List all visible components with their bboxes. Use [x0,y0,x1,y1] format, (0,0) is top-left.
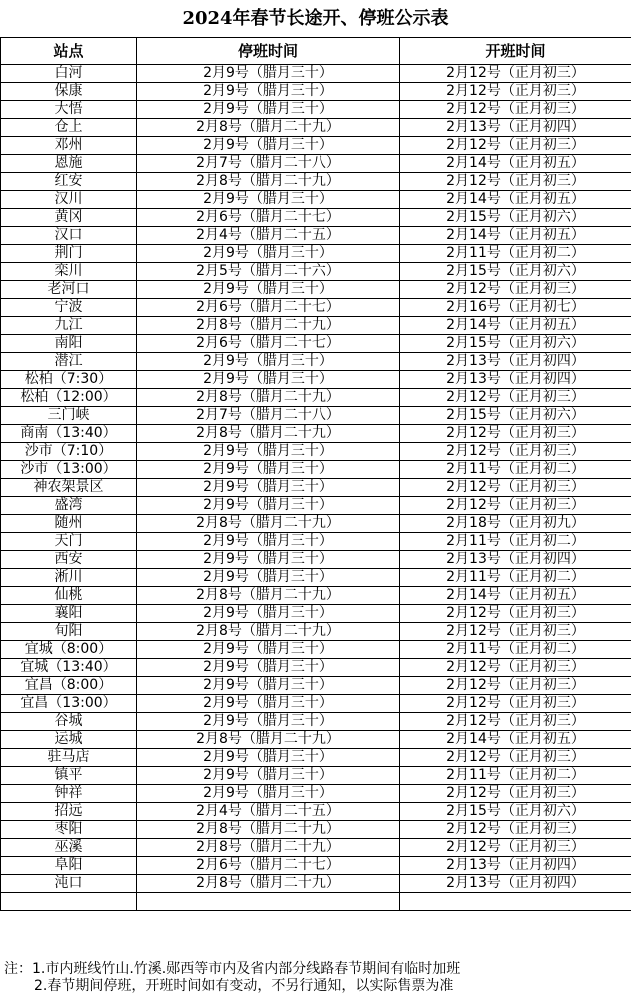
station-cell: 汉口 [1,227,137,245]
stop-time-cell: 2月8号（腊月二十九） [137,839,400,857]
empty-cell [400,893,631,911]
start-time-cell: 2月15号（正月初六） [400,335,631,353]
table-row [1,821,631,839]
stop-time-cell: 2月9号（腊月三十） [137,461,400,479]
start-time-cell: 2月14号（正月初五） [400,587,631,605]
start-time-cell: 2月12号（正月初三） [400,821,631,839]
table-row [1,263,631,281]
start-time-cell: 2月12号（正月初三） [400,443,631,461]
station-cell: 淅川 [1,569,137,587]
table-row [1,299,631,317]
stop-time-cell: 2月8号（腊月二十九） [137,875,400,893]
station-cell: 潜江 [1,353,137,371]
stop-time-cell: 2月9号（腊月三十） [137,353,400,371]
table-row [1,803,631,821]
table-row [1,533,631,551]
table-row [1,119,631,137]
stop-time-cell: 2月4号（腊月二十五） [137,227,400,245]
stop-time-cell: 2月9号（腊月三十） [137,137,400,155]
table-row [1,569,631,587]
station-cell: 松柏（12:00） [1,389,137,407]
start-time-cell: 2月15号（正月初六） [400,803,631,821]
start-time-cell: 2月18号（正月初九） [400,515,631,533]
stop-time-cell: 2月9号（腊月三十） [137,443,400,461]
stop-time-cell: 2月8号（腊月二十九） [137,587,400,605]
stop-time-cell: 2月9号（腊月三十） [137,65,400,83]
station-cell: 神农架景区 [1,479,137,497]
station-cell: 老河口 [1,281,137,299]
table-row [1,335,631,353]
table-row [1,623,631,641]
station-cell: 仙桃 [1,587,137,605]
station-cell: 南阳 [1,335,137,353]
start-time-cell: 2月11号（正月初二） [400,569,631,587]
start-time-cell: 2月12号（正月初三） [400,677,631,695]
stop-time-cell: 2月9号（腊月三十） [137,695,400,713]
table-row [1,281,631,299]
stop-time-cell: 2月9号（腊月三十） [137,713,400,731]
station-cell: 商南（13:40） [1,425,137,443]
stop-time-cell: 2月8号（腊月二十九） [137,425,400,443]
station-cell: 巫溪 [1,839,137,857]
station-cell: 红安 [1,173,137,191]
station-cell: 西安 [1,551,137,569]
stop-time-cell: 2月9号（腊月三十） [137,101,400,119]
start-time-cell: 2月15号（正月初六） [400,263,631,281]
stop-time-cell: 2月8号（腊月二十九） [137,173,400,191]
stop-time-cell: 2月8号（腊月二十九） [137,119,400,137]
start-time-cell: 2月12号（正月初三） [400,389,631,407]
start-time-cell: 2月14号（正月初五） [400,731,631,749]
table-row [1,371,631,389]
table-row [1,137,631,155]
start-time-cell: 2月12号（正月初三） [400,659,631,677]
stop-time-cell: 2月9号（腊月三十） [137,767,400,785]
stop-time-cell: 2月6号（腊月二十七） [137,335,400,353]
table-row [1,713,631,731]
station-cell: 盛湾 [1,497,137,515]
table-row [1,659,631,677]
start-time-cell: 2月12号（正月初三） [400,173,631,191]
start-time-cell: 2月13号（正月初四） [400,551,631,569]
station-cell: 阜阳 [1,857,137,875]
station-cell: 栾川 [1,263,137,281]
table-row [1,389,631,407]
table-row [1,245,631,263]
table-row [1,227,631,245]
start-time-cell: 2月12号（正月初三） [400,713,631,731]
header-start-time: 开班时间 [400,38,631,65]
start-time-cell: 2月12号（正月初三） [400,101,631,119]
empty-cell [1,893,137,911]
start-time-cell: 2月12号（正月初三） [400,83,631,101]
start-time-cell: 2月11号（正月初二） [400,767,631,785]
stop-time-cell: 2月9号（腊月三十） [137,677,400,695]
table-row [1,551,631,569]
stop-time-cell: 2月8号（腊月二十九） [137,317,400,335]
stop-time-cell: 2月9号（腊月三十） [137,785,400,803]
table-row [1,731,631,749]
stop-time-cell: 2月9号（腊月三十） [137,83,400,101]
table-row [1,65,631,83]
empty-cell [137,893,400,911]
stop-time-cell: 2月6号（腊月二十七） [137,857,400,875]
table-row [1,443,631,461]
station-cell: 三门峡 [1,407,137,425]
stop-time-cell: 2月8号（腊月二十九） [137,731,400,749]
start-time-cell: 2月12号（正月初三） [400,749,631,767]
start-time-cell: 2月14号（正月初五） [400,191,631,209]
station-cell: 宜昌（13:00） [1,695,137,713]
table-row [1,317,631,335]
start-time-cell: 2月14号（正月初五） [400,317,631,335]
station-cell: 宁波 [1,299,137,317]
start-time-cell: 2月12号（正月初三） [400,281,631,299]
table-row [1,83,631,101]
stop-time-cell: 2月7号（腊月二十八） [137,407,400,425]
stop-time-cell: 2月9号（腊月三十） [137,479,400,497]
start-time-cell: 2月12号（正月初三） [400,785,631,803]
start-time-cell: 2月12号（正月初三） [400,497,631,515]
start-time-cell: 2月11号（正月初二） [400,641,631,659]
table-row [1,641,631,659]
table-row [1,407,631,425]
header-station: 站点 [1,38,137,65]
station-cell: 随州 [1,515,137,533]
table-row [1,839,631,857]
start-time-cell: 2月15号（正月初六） [400,209,631,227]
station-cell: 黄冈 [1,209,137,227]
stop-time-cell: 2月9号（腊月三十） [137,605,400,623]
table-row [1,785,631,803]
station-cell: 谷城 [1,713,137,731]
start-time-cell: 2月12号（正月初三） [400,137,631,155]
note-line-1: 注：1.市内班线竹山.竹溪.郧西等市内及省内部分线路春节期间有临时加班 [4,961,461,977]
stop-time-cell: 2月9号（腊月三十） [137,533,400,551]
station-cell: 沙市（13:00） [1,461,137,479]
station-cell: 镇平 [1,767,137,785]
start-time-cell: 2月13号（正月初四） [400,119,631,137]
table-row [1,191,631,209]
note-line-2: 2.春节期间停班，开班时间如有变动，不另行通知，以实际售票为准 [34,978,454,994]
start-time-cell: 2月15号（正月初六） [400,407,631,425]
stop-time-cell: 2月8号（腊月二十九） [137,623,400,641]
schedule-table [0,37,631,911]
header-stop-time: 停班时间 [137,38,400,65]
station-cell: 保康 [1,83,137,101]
stop-time-cell: 2月6号（腊月二十七） [137,209,400,227]
start-time-cell: 2月12号（正月初三） [400,605,631,623]
station-cell: 沌口 [1,875,137,893]
start-time-cell: 2月13号（正月初四） [400,875,631,893]
start-time-cell: 2月12号（正月初三） [400,425,631,443]
table-row [1,461,631,479]
start-time-cell: 2月13号（正月初四） [400,353,631,371]
station-cell: 驻马店 [1,749,137,767]
start-time-cell: 2月13号（正月初四） [400,371,631,389]
table-row [1,425,631,443]
station-cell: 旬阳 [1,623,137,641]
start-time-cell: 2月12号（正月初三） [400,839,631,857]
start-time-cell: 2月12号（正月初三） [400,695,631,713]
stop-time-cell: 2月7号（腊月二十八） [137,155,400,173]
table-row [1,857,631,875]
stop-time-cell: 2月9号（腊月三十） [137,191,400,209]
station-cell: 枣阳 [1,821,137,839]
table-row [1,497,631,515]
page-title: 2024年春节长途开、停班公示表 [182,8,449,29]
table-row [1,587,631,605]
start-time-cell: 2月13号（正月初四） [400,857,631,875]
table-row [1,749,631,767]
start-time-cell: 2月14号（正月初五） [400,155,631,173]
stop-time-cell: 2月9号（腊月三十） [137,371,400,389]
stop-time-cell: 2月9号（腊月三十） [137,641,400,659]
station-cell: 运城 [1,731,137,749]
table-row [1,605,631,623]
station-cell: 宜昌（8:00） [1,677,137,695]
station-cell: 沙市（7:10） [1,443,137,461]
station-cell: 大悟 [1,101,137,119]
start-time-cell: 2月12号（正月初三） [400,623,631,641]
table-row [1,515,631,533]
station-cell: 恩施 [1,155,137,173]
station-cell: 宜城（8:00） [1,641,137,659]
table-row [1,155,631,173]
start-time-cell: 2月11号（正月初二） [400,461,631,479]
stop-time-cell: 2月9号（腊月三十） [137,281,400,299]
stop-time-cell: 2月6号（腊月二十七） [137,299,400,317]
stop-time-cell: 2月5号（腊月二十六） [137,263,400,281]
table-row [1,101,631,119]
station-cell: 襄阳 [1,605,137,623]
stop-time-cell: 2月8号（腊月二十九） [137,389,400,407]
table-row [1,767,631,785]
table-row [1,173,631,191]
table-row [1,353,631,371]
stop-time-cell: 2月9号（腊月三十） [137,569,400,587]
station-cell: 汉川 [1,191,137,209]
table-body [1,65,631,911]
start-time-cell: 2月11号（正月初二） [400,533,631,551]
station-cell: 白河 [1,65,137,83]
start-time-cell: 2月12号（正月初三） [400,479,631,497]
table-row [1,479,631,497]
stop-time-cell: 2月9号（腊月三十） [137,659,400,677]
stop-time-cell: 2月9号（腊月三十） [137,245,400,263]
station-cell: 仓上 [1,119,137,137]
empty-row [1,893,631,911]
stop-time-cell: 2月9号（腊月三十） [137,749,400,767]
start-time-cell: 2月16号（正月初七） [400,299,631,317]
table-row [1,677,631,695]
station-cell: 天门 [1,533,137,551]
stop-time-cell: 2月9号（腊月三十） [137,551,400,569]
stop-time-cell: 2月8号（腊月二十九） [137,821,400,839]
table-row [1,209,631,227]
start-time-cell: 2月11号（正月初二） [400,245,631,263]
stop-time-cell: 2月9号（腊月三十） [137,497,400,515]
station-cell: 宜城（13:40） [1,659,137,677]
station-cell: 松柏（7:30） [1,371,137,389]
station-cell: 招远 [1,803,137,821]
station-cell: 邓州 [1,137,137,155]
stop-time-cell: 2月4号（腊月二十五） [137,803,400,821]
station-cell: 钟祥 [1,785,137,803]
stop-time-cell: 2月8号（腊月二十九） [137,515,400,533]
header-row [1,38,631,65]
station-cell: 荆门 [1,245,137,263]
start-time-cell: 2月12号（正月初三） [400,65,631,83]
table-row [1,695,631,713]
start-time-cell: 2月14号（正月初五） [400,227,631,245]
table-row [1,875,631,893]
station-cell: 九江 [1,317,137,335]
